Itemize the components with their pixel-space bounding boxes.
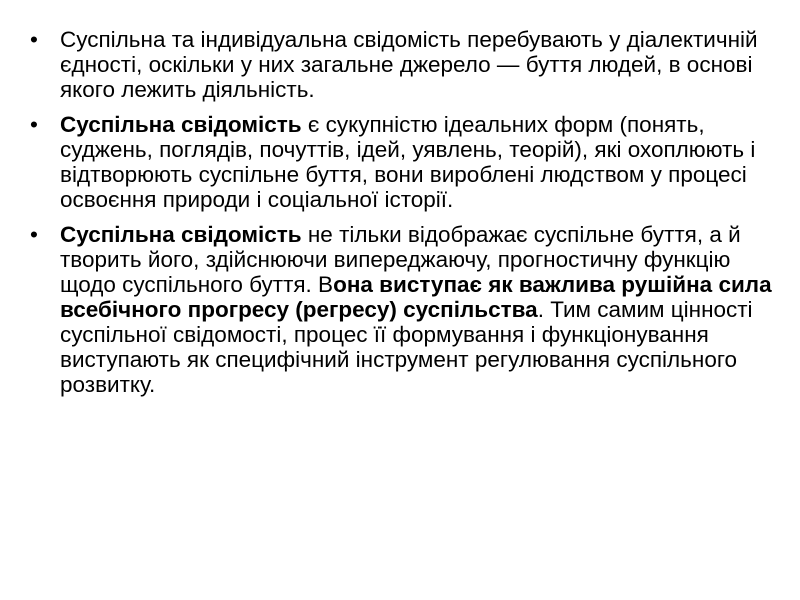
bullet-item	[30, 222, 775, 397]
bullet-marker: •	[30, 222, 38, 247]
bold-text-segment: она виступає як важлива рушійна сила всебічного прогресу (регресу) суспільства	[60, 272, 772, 322]
bullet-marker: •	[30, 27, 38, 52]
bullet-item	[30, 112, 775, 212]
bullet-text	[60, 222, 772, 397]
bullet-item	[30, 27, 775, 102]
text-segment: є сукупністю ідеальних форм (понять, суджень, поглядів, почуттів, ідей, уявлень, теорій), які охоплюють і відтворюють суспільне буття, вони вироблені людством у процесі освоєння природи і соціальної історії.	[60, 112, 756, 212]
text-segment: не тільки відображає суспільне буття, а й творить його, здійснюючи випереджаючу, прогностичну функцію щодо суспільного буття. В	[60, 222, 741, 297]
text-segment: . Тим самим цінності суспільної свідомості, процес її формування і функціонування виступають як специфічний інструмент регулювання суспільного розвитку.	[60, 297, 753, 397]
bold-text-segment: Суспільна свідомість	[60, 112, 302, 137]
bullet-list	[30, 27, 775, 407]
bullet-text	[60, 27, 758, 102]
bold-text-segment: Суспільна свідомість	[60, 222, 302, 247]
bullet-text	[60, 112, 755, 212]
bullet-marker: •	[30, 112, 38, 137]
text-segment: Суспільна та індивідуальна свідомість перебувають у діалектичній єдності, оскільки у них загальне джерело — буття людей, в основі якого лежить діяльність.	[60, 27, 758, 102]
